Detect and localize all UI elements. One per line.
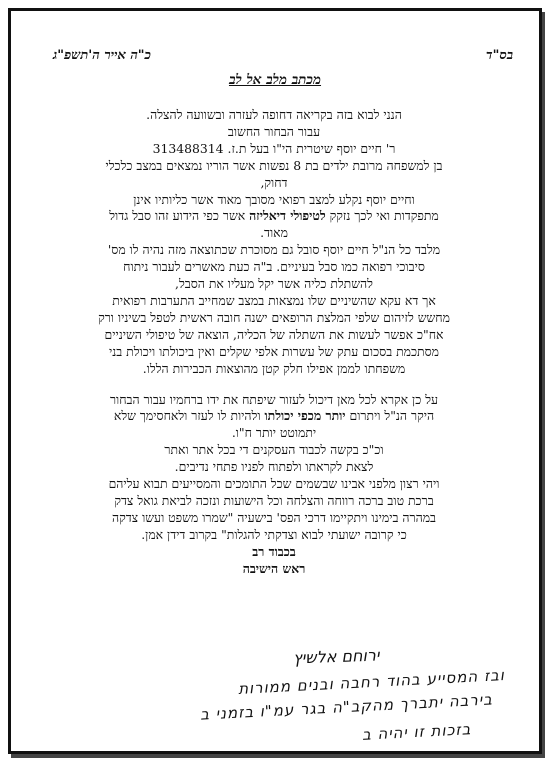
letter-frame xyxy=(8,8,542,754)
closing-title: ראש הישיבה xyxy=(242,560,306,576)
text-line: אך דא עקא שהשיניים שלו נמצאות במצב שמחייב התערבות רפואית xyxy=(112,292,436,308)
handwritten-line: בירבה יתברך מהקב"ה בגר עמ"ו בזמני ב xyxy=(199,690,494,724)
text-line: ויהי רצון מלפני אבינו שבשמים שכל התומכים והמסייעים תבוא עליהם xyxy=(108,476,440,492)
letter-title: מכתב מלב אל לב xyxy=(228,72,322,88)
letter-body xyxy=(49,107,499,577)
student-name: ר' חיים יוסף שיטרית הי"ו בעל ת.ז. xyxy=(227,140,396,156)
handwritten-line: ובז המסייע בהוד רחבה ובנים ממורות xyxy=(237,666,506,698)
text-line: עבור הבחור החשוב xyxy=(227,123,321,139)
text-line xyxy=(49,141,499,158)
text-line: אח"כ אפשר לעשות את השתלה של הכליה, הוצאה של טיפולי השיניים xyxy=(104,326,444,342)
text-span: מתפקדות ואי לכך נזקק xyxy=(329,208,439,224)
text-line: להשתלת כליה אשר יקל מעליו את הסבל, xyxy=(175,276,373,292)
text-span: ולהיות לו לעזר ולאחסימך שלא xyxy=(113,408,261,424)
text-span: אשר כפי הידוע זהו סבל גדול xyxy=(109,208,246,224)
text-line: לצאת לקראתו ולפתוח לפניו פתחי נדיבים. xyxy=(174,459,374,475)
text-line: סיבוכי רפואה כמו סבל בעיניים. ב"ה כעת מאשרים לעבור ניתוח xyxy=(123,259,425,275)
text-line: כי קרובה ישועתי לבוא וצדקתי להגלות" בקרוב דידן אמן. xyxy=(141,526,407,542)
text-line: במהרה בימינו ויתקיימו דרכי הפס' בישעיה "שמרו משפט ועשו צדקה xyxy=(111,509,437,525)
paragraph-gap xyxy=(49,378,499,392)
handwritten-signature: ירוחם אלשיץ xyxy=(292,645,380,668)
hebrew-date: כ"ה אייר ה'תשפ"ג xyxy=(53,48,151,63)
closing-regards: בכבוד רב xyxy=(252,543,296,559)
text-line xyxy=(49,408,499,425)
text-line: על כן אקרא לכל מאן דיכול לעזור שיפתח את ידו ברחמיו עבור הבחור xyxy=(109,391,439,407)
text-line: יתמוטט יותר ח"ו. xyxy=(231,425,317,441)
text-span: היקר הנ"ל ויתרום xyxy=(349,408,435,424)
handwritten-line: בזכות זו יהיה ב xyxy=(361,720,472,744)
text-line: וחיים יוסף נקלע למצב רפואי מסובך מאוד אשר כליותיו אינן xyxy=(133,191,415,207)
text-line: בן למשפחה מרובת ילדים בת 8 נפשות אשר הוריו נמצאים במצב כלכלי xyxy=(105,157,443,173)
dialysis-emphasis: לטיפולי דיאליזה xyxy=(249,208,326,224)
bsd-mark: בס"ד xyxy=(485,48,513,63)
text-line: מחשש לזיהום שלפי המלצת הרופאים ישנה חובה ראשית לטפל בשיניו ורק xyxy=(98,309,450,325)
text-line: מלבד כל הנ"ל חיים יוסף סובל גם מסוכרת שכתוצאה מזה נהיה לו מס' xyxy=(107,242,441,258)
handwritten-note xyxy=(51,643,511,744)
text-line: מאוד. xyxy=(260,225,288,241)
text-line xyxy=(49,208,499,225)
donation-emphasis: יותר מכפי יכולתו xyxy=(264,408,346,424)
letter-header xyxy=(33,47,517,65)
text-line: דחוק, xyxy=(260,174,288,190)
text-line: וכ"כ בקשה לכבוד העסקנים די בכל אתר ואתר xyxy=(164,442,384,458)
text-line: הנני לבוא בזה בקריאה דחופה לעזרה ובשוועה להצלה. xyxy=(146,107,402,122)
text-line: מסתכמת בסכום עתק של עשרות אלפי שקלים ואין ביכולתו ויכולת בני xyxy=(108,343,440,359)
id-number: 313488314 xyxy=(152,140,224,156)
text-line: ברכת טוב ברכה רווחה והצלחה וכל הישועות ונזכה לביאת גואל צדק xyxy=(114,492,434,508)
text-line: משפחתו לממן אפילו חלק קטן מהוצאות הכבירות הללו. xyxy=(142,360,406,376)
